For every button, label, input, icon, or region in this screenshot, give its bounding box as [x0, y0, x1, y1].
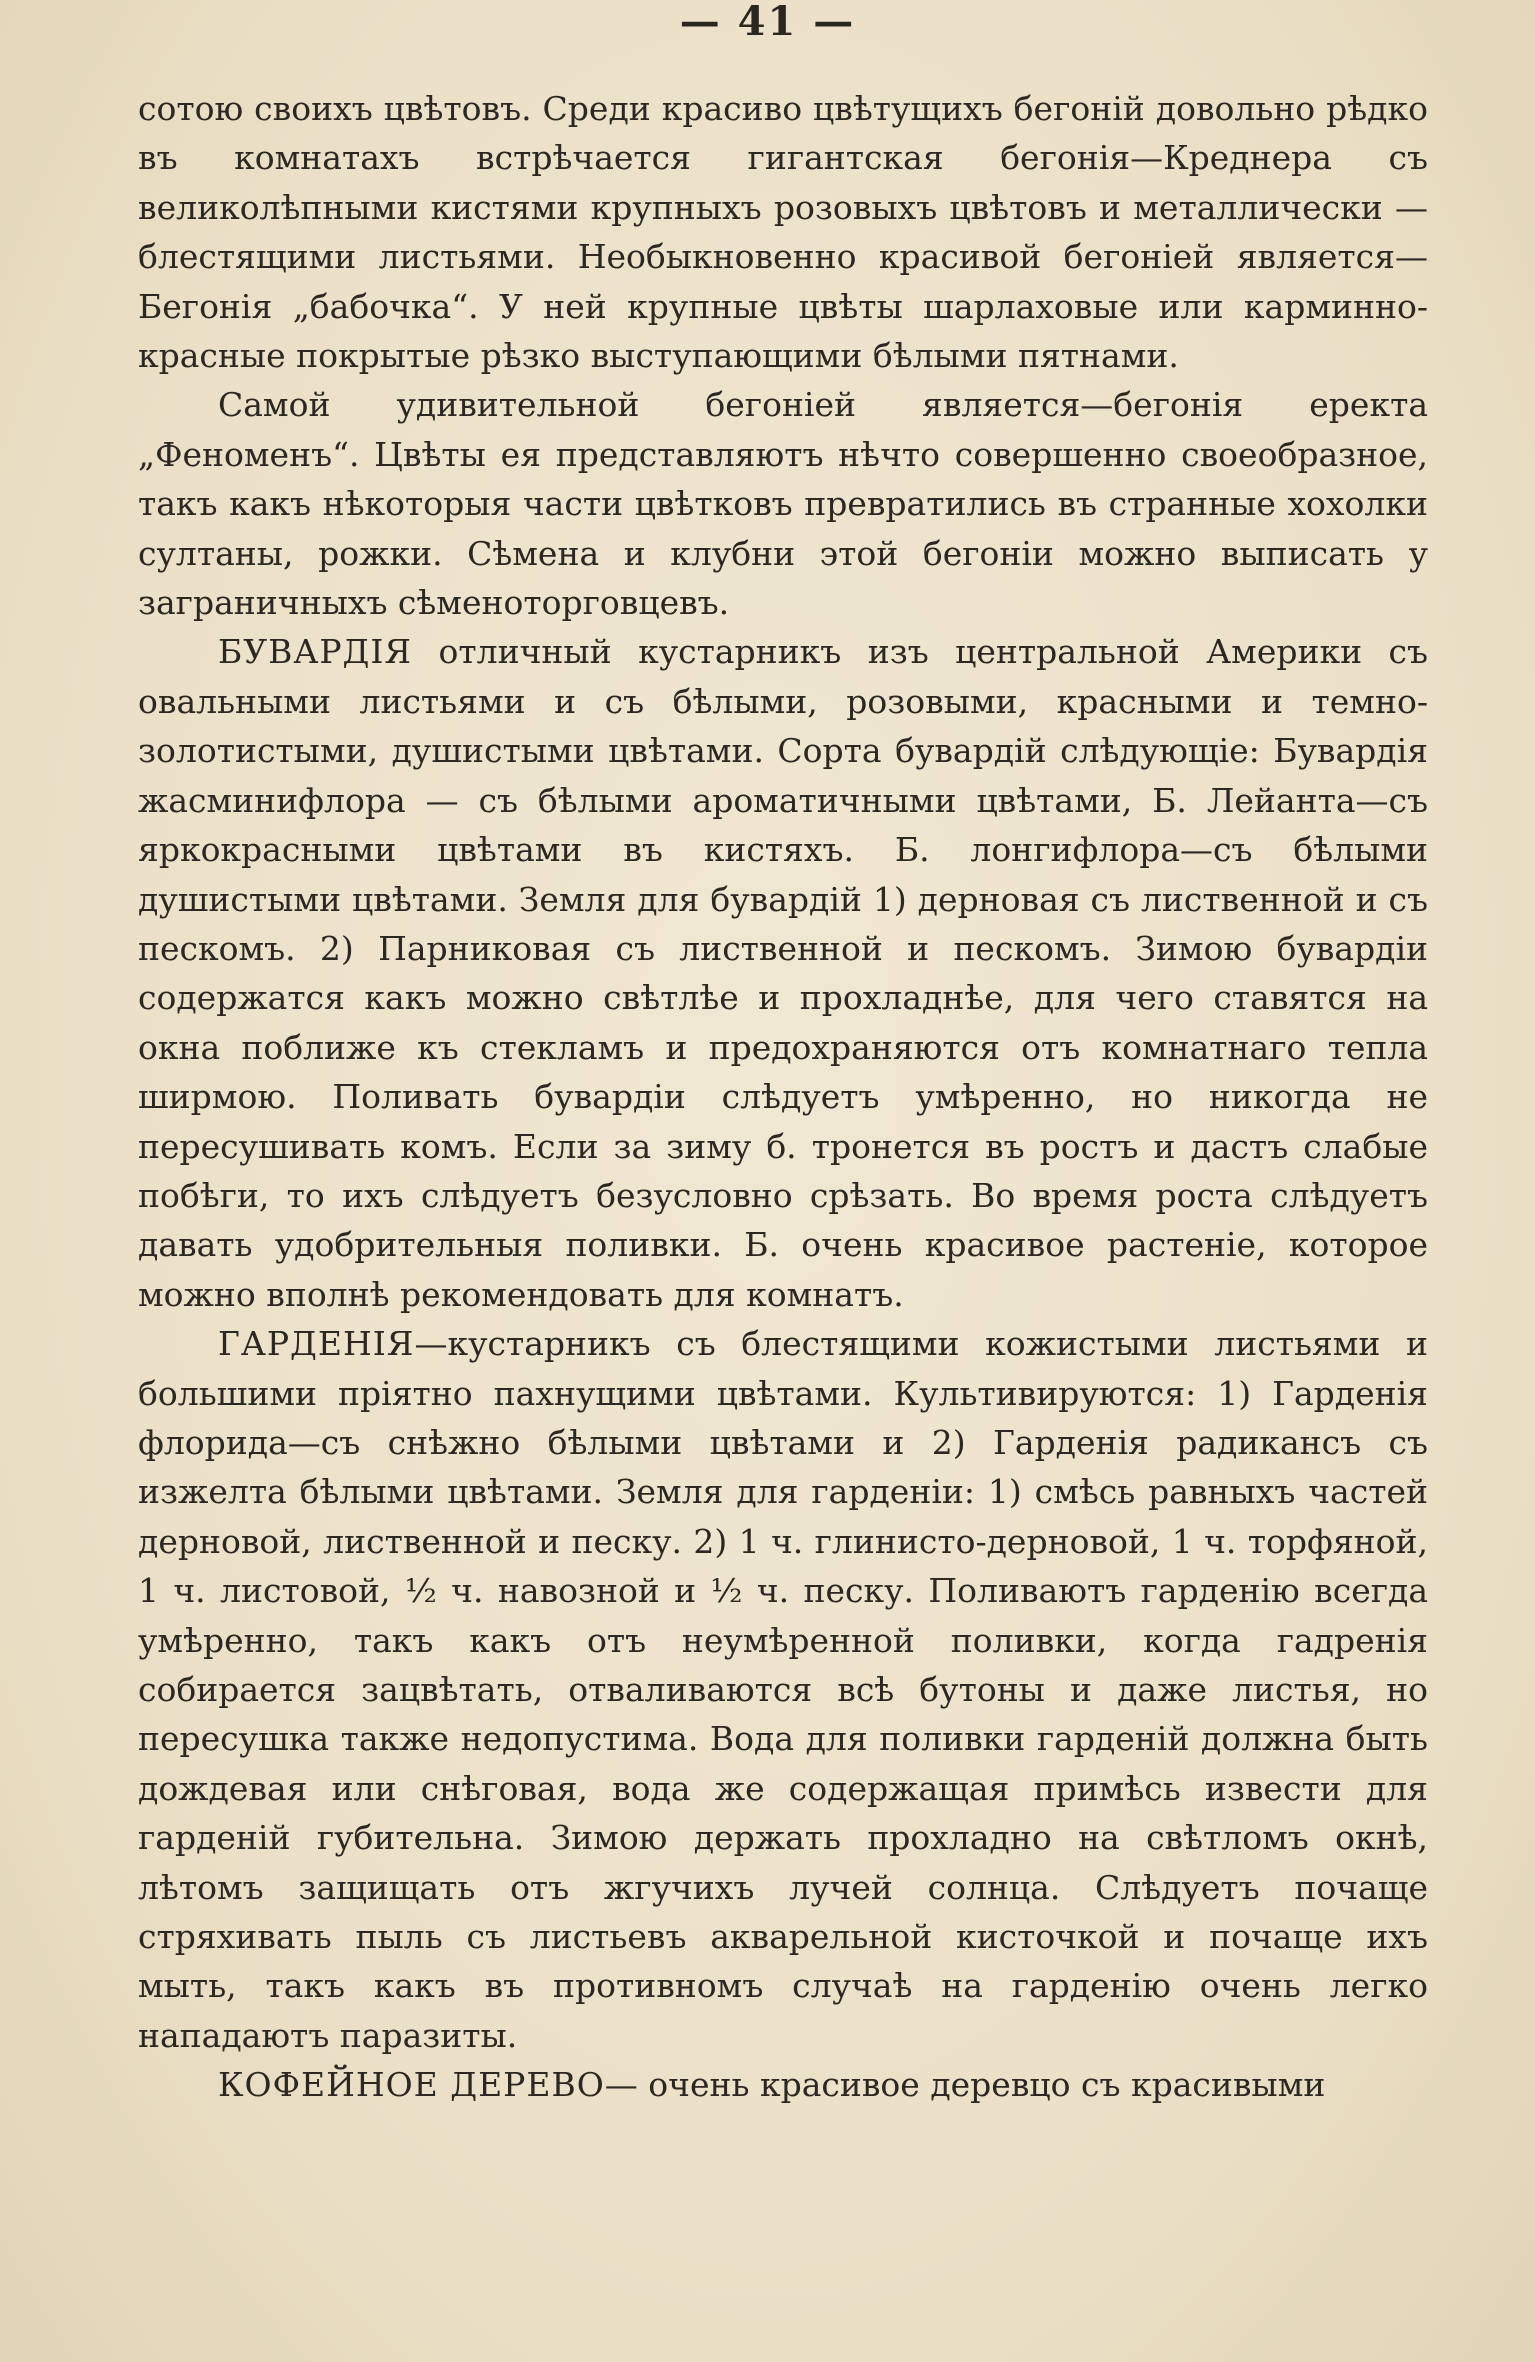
- paragraph-text: Самой удивительной бегоніей является—бегонія еректа „Феноменъ“. Цвѣты ея представляютъ нѣчто совершенно своеобразное, такъ какъ нѣкоторыя части цвѣтковъ превратились въ странные хохолки султаны, рожки. Сѣмена и клубни этой бегоніи можно выписать у заграничныхъ сѣменоторговцевъ.: [138, 385, 1428, 623]
- entry-heading-coffee-tree: КОФЕЙНОЕ ДЕРЕВО: [218, 2065, 605, 2105]
- paragraph-gardenia: [138, 1319, 1428, 2060]
- paragraph-text: —кустарникъ съ блестящими кожистыми листьями и большими пріятно пахнущими цвѣтами. Культивируются: 1) Гарденія флорида—съ снѣжно бѣлыми цвѣтами и 2) Гарденія радикансъ съ изжелта бѣлыми цвѣтами. Земля для гарденіи: 1) смѣсь равныхъ частей дерновой, лиственной и песку. 2) 1 ч. глинисто-дерновой, 1 ч. торфяной, 1 ч. листовой, ½ ч. навозной и ½ ч. песку. Поливаютъ гарденію всегда умѣренно, такъ какъ отъ неумѣренной поливки, когда гадренія собирается зацвѣтать, отваливаются всѣ бутоны и даже листья, но пересушка также недопустима. Вода для поливки гарденій должна быть дождевая или снѣговая, вода же содержащая примѣсь извести для гарденій губительна. Зимою держать прохладно на свѣтломъ окнѣ, лѣтомъ защищать отъ жгучихъ лучей солнца. Слѣдуетъ почаще стряхивать пыль съ листьевъ акварельной кисточкой и почаще ихъ мыть, такъ какъ въ противномъ случаѣ на гарденію очень легко нападаютъ паразиты.: [138, 1324, 1428, 2055]
- paragraph-begonia-erecta: [138, 380, 1428, 627]
- page-number: — 41 —: [679, 0, 856, 45]
- entry-heading-bouvardia: БУВАРДІЯ: [218, 632, 413, 672]
- page-body-text: [138, 84, 1428, 2110]
- paragraph-coffee-tree: [138, 2060, 1428, 2109]
- paragraph-text: отличный кустарникъ изъ центральной Америки съ овальными листьями и съ бѣлыми, розовыми, красными и темно-золотистыми, душистыми цвѣтами. Сорта бувардій слѣдующіе: Бувардія жасминифлора — съ бѣлыми ароматичными цвѣтами, Б. Лейанта—съ яркокрасными цвѣтами въ кистяхъ. Б. лонгифлора—съ бѣлыми душистыми цвѣтами. Земля для бувардій 1) дерновая съ лиственной и съ пескомъ. 2) Парниковая съ лиственной и пескомъ. Зимою бувардіи содержатся какъ можно свѣтлѣе и прохладнѣе, для чего ставятся на окна поближе къ стекламъ и предохраняются отъ комнатнаго тепла ширмою. Поливать бувардіи слѣдуетъ умѣренно, но никогда не пересушивать комъ. Если за зиму б. тронется въ ростъ и дастъ слабые побѣги, то ихъ слѣдуетъ безусловно срѣзать. Во время роста слѣдуетъ давать удобрительныя поливки. Б. очень красивое растеніе, которое можно вполнѣ рекомендовать для комнатъ.: [138, 632, 1428, 1314]
- paragraph-text: — очень красивое деревцо съ красивыми: [604, 2065, 1326, 2105]
- paragraph-begonia-continued: [138, 84, 1428, 380]
- entry-heading-gardenia: ГАРДЕНІЯ: [218, 1324, 415, 1364]
- paragraph-bouvardia: [138, 627, 1428, 1319]
- paragraph-text: сотою своихъ цвѣтовъ. Среди красиво цвѣтущихъ бегоній довольно рѣдко въ комнатахъ встрѣчается гигантская бегонія—Креднера съ великолѣпными кистями крупныхъ розовыхъ цвѣтовъ и металлически — блестящими листьями. Необыкновенно красивой бегоніей является—Бегонія „бабочка“. У ней крупные цвѣты шарлаховые или карминно-красные покрытые рѣзко выступающими бѣлыми пятнами.: [138, 89, 1428, 376]
